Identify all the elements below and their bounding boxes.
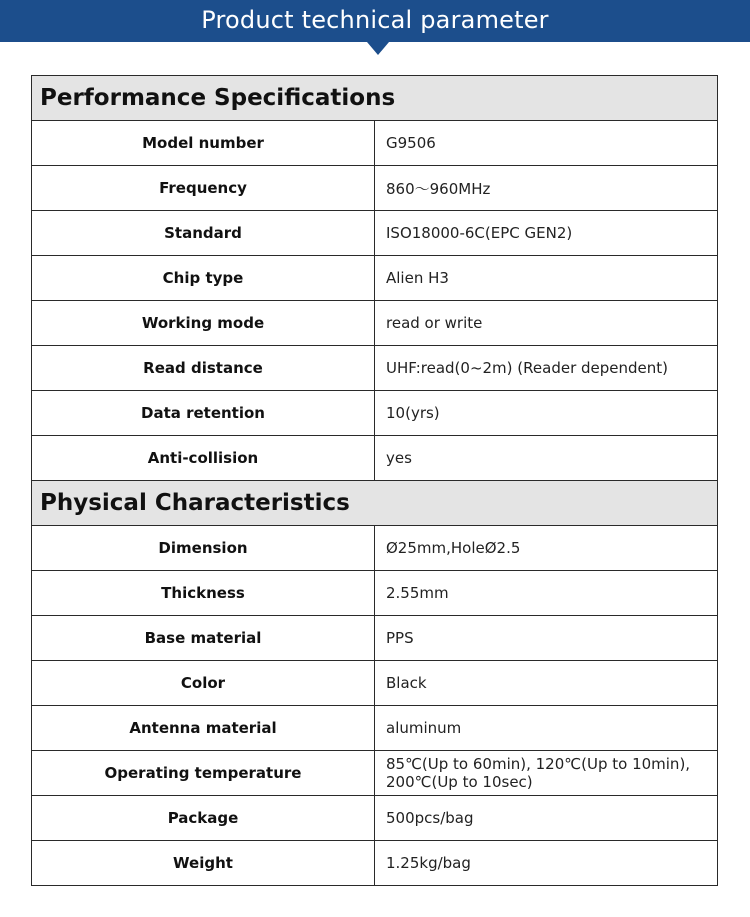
spec-label: Standard — [32, 211, 375, 256]
table-row — [32, 526, 718, 571]
spec-value: Black — [375, 661, 718, 706]
table-row — [32, 751, 718, 796]
table-row — [32, 301, 718, 346]
spec-table — [31, 75, 718, 886]
table-row — [32, 256, 718, 301]
spec-value: yes — [375, 436, 718, 481]
spec-label: Working mode — [32, 301, 375, 346]
spec-label: Package — [32, 796, 375, 841]
spec-value: aluminum — [375, 706, 718, 751]
spec-value: read or write — [375, 301, 718, 346]
section-header-row — [32, 76, 718, 121]
spec-value: 860～960MHz — [375, 166, 718, 211]
spec-label: Read distance — [32, 346, 375, 391]
section-header-row — [32, 481, 718, 526]
spec-value: 10(yrs) — [375, 391, 718, 436]
spec-value: 1.25kg/bag — [375, 841, 718, 886]
table-row — [32, 436, 718, 481]
spec-value: PPS — [375, 616, 718, 661]
spec-label: Data retention — [32, 391, 375, 436]
table-row — [32, 841, 718, 886]
spec-label: Anti-collision — [32, 436, 375, 481]
table-row — [32, 211, 718, 256]
spec-value: 2.55mm — [375, 571, 718, 616]
table-row — [32, 391, 718, 436]
spec-value: ISO18000-6C(EPC GEN2) — [375, 211, 718, 256]
spec-label: Model number — [32, 121, 375, 166]
spec-label: Base material — [32, 616, 375, 661]
spec-value: UHF:read(0~2m) (Reader dependent) — [375, 346, 718, 391]
table-row — [32, 166, 718, 211]
spec-value: Ø25mm,HoleØ2.5 — [375, 526, 718, 571]
spec-label: Color — [32, 661, 375, 706]
spec-value: 500pcs/bag — [375, 796, 718, 841]
section-title-performance: Performance Specifications — [32, 76, 718, 121]
banner-pointer-arrow — [367, 42, 389, 55]
spec-label: Chip type — [32, 256, 375, 301]
spec-value: 85℃(Up to 60min), 120℃(Up to 10min), 200℃(Up to 10sec) — [375, 751, 718, 796]
spec-label: Frequency — [32, 166, 375, 211]
table-row — [32, 661, 718, 706]
spec-label: Thickness — [32, 571, 375, 616]
table-row — [32, 616, 718, 661]
page-title: Product technical parameter — [201, 6, 549, 34]
table-row — [32, 121, 718, 166]
spec-value: Alien H3 — [375, 256, 718, 301]
spec-label: Dimension — [32, 526, 375, 571]
table-row — [32, 571, 718, 616]
table-row — [32, 796, 718, 841]
spec-label: Antenna material — [32, 706, 375, 751]
table-row — [32, 346, 718, 391]
section-title-physical: Physical Characteristics — [32, 481, 718, 526]
table-row — [32, 706, 718, 751]
spec-label: Weight — [32, 841, 375, 886]
spec-label: Operating temperature — [32, 751, 375, 796]
spec-value: G9506 — [375, 121, 718, 166]
